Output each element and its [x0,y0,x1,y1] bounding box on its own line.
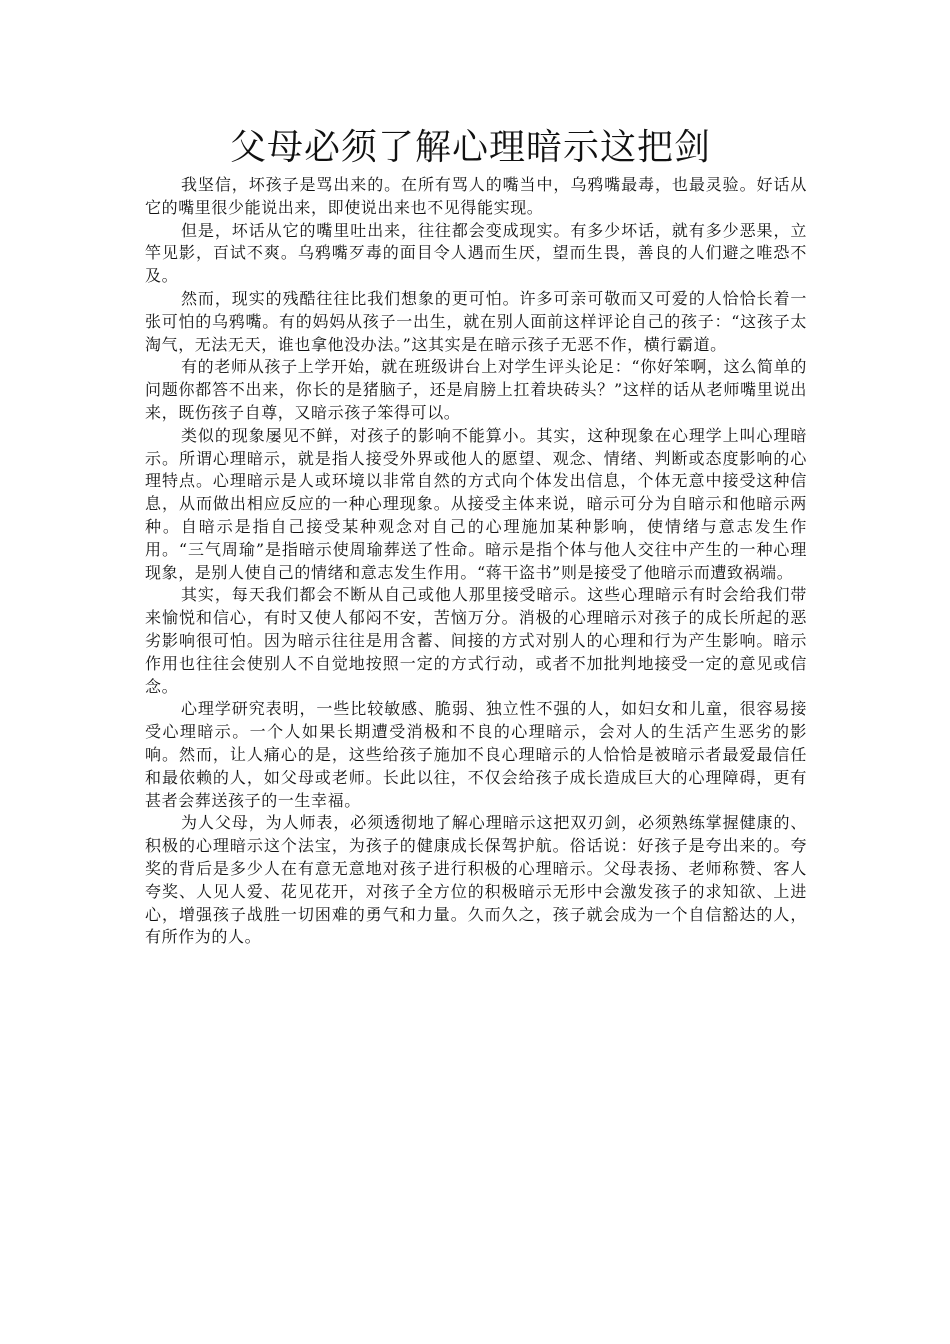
document-page [145,122,807,949]
paragraph: 心理学研究表明，一些比较敏感、脆弱、独立性不强的人，如妇女和儿童，很容易接受心理暗示。一个人如果长期遭受消极和不良的心理暗示，会对人的生活产生恶劣的影响。然而，让人痛心的是，这些给孩子施加不良心理暗示的人恰恰是被暗示者最爱最信任和最依赖的人，如父母或老师。长此以往，不仅会给孩子成长造成巨大的心理障碍，更有甚者会葬送孩子的一生幸福。 [145,699,807,810]
paragraph: 然而，现实的残酷往往比我们想象的更可怕。许多可亲可敬而又可爱的人恰恰长着一张可怕的乌鸦嘴。有的妈妈从孩子一出生，就在别人面前这样评论自己的孩子：“这孩子太淘气，无法无天，谁也拿他没办法。”这其实是在暗示孩子无恶不作，横行霸道。 [145,288,807,354]
paragraph: 有的老师从孩子上学开始，就在班级讲台上对学生评头论足：“你好笨啊，这么简单的问题你都答不出来，你长的是猪脑子，还是肩膀上扛着块砖头？”这样的话从老师嘴里说出来，既伤孩子自尊，又暗示孩子笨得可以。 [145,357,807,422]
paragraph: 为人父母，为人师表，必须透彻地了解心理暗示这把双刃剑，必须熟练掌握健康的、积极的心理暗示这个法宝，为孩子的健康成长保驾护航。俗话说：好孩子是夸出来的。夸奖的背后是多少人在有意无意地对孩子进行积极的心理暗示。父母表扬、老师称赞、客人夸奖、人见人爱、花见花开，对孩子全方位的积极暗示无形中会激发孩子的求知欲、上进心，增强孩子战胜一切困难的勇气和力量。久而久之，孩子就会成为一个自信豁达的人，有所作为的人。 [145,813,807,947]
paragraph: 其实，每天我们都会不断从自己或他人那里接受暗示。这些心理暗示有时会给我们带来愉悦和信心，有时又使人郁闷不安，苦恼万分。消极的心理暗示对孩子的成长所起的恶劣影响很可怕。因为暗示往往是用含蓄、间接的方式对别人的心理和行为产生影响。暗示作用也往往会使别人不自觉地按照一定的方式行动，或者不加批判地接受一定的意见或信念。 [145,585,807,696]
paragraph: 我坚信，坏孩子是骂出来的。在所有骂人的嘴当中，乌鸦嘴最毒，也最灵验。好话从它的嘴里很少能说出来，即使说出来也不见得能实现。 [145,175,807,217]
document-title: 父母必须了解心理暗示这把剑 [230,127,712,168]
paragraph: 类似的现象屡见不鲜，对孩子的影响不能算小。其实，这种现象在心理学上叫心理暗示。所谓心理暗示，就是指人接受外界或他人的愿望、观念、情绪、判断或态度影响的心理特点。心理暗示是人或环境以非常自然的方式向个体发出信息，个体无意中接受这种信息，从而做出相应反应的一种心理现象。从接受主体来说，暗示可分为自暗示和他暗示两种。自暗示是指自己接受某种观念对自己的心理施加某种影响，使情绪与意志发生作用。“三气周瑜”是指暗示使周瑜葬送了性命。暗示是指个体与他人交往中产生的一种心理现象，是别人使自己的情绪和意志发生作用。“蒋干盗书”则是接受了他暗示而遭致祸端。 [145,425,807,582]
paragraph: 但是，坏话从它的嘴里吐出来，往往都会变成现实。有多少坏话，就有多少恶果，立竿见影，百试不爽。乌鸦嘴歹毒的面目令人遇而生厌，望而生畏，善良的人们避之唯恐不及。 [145,220,807,286]
